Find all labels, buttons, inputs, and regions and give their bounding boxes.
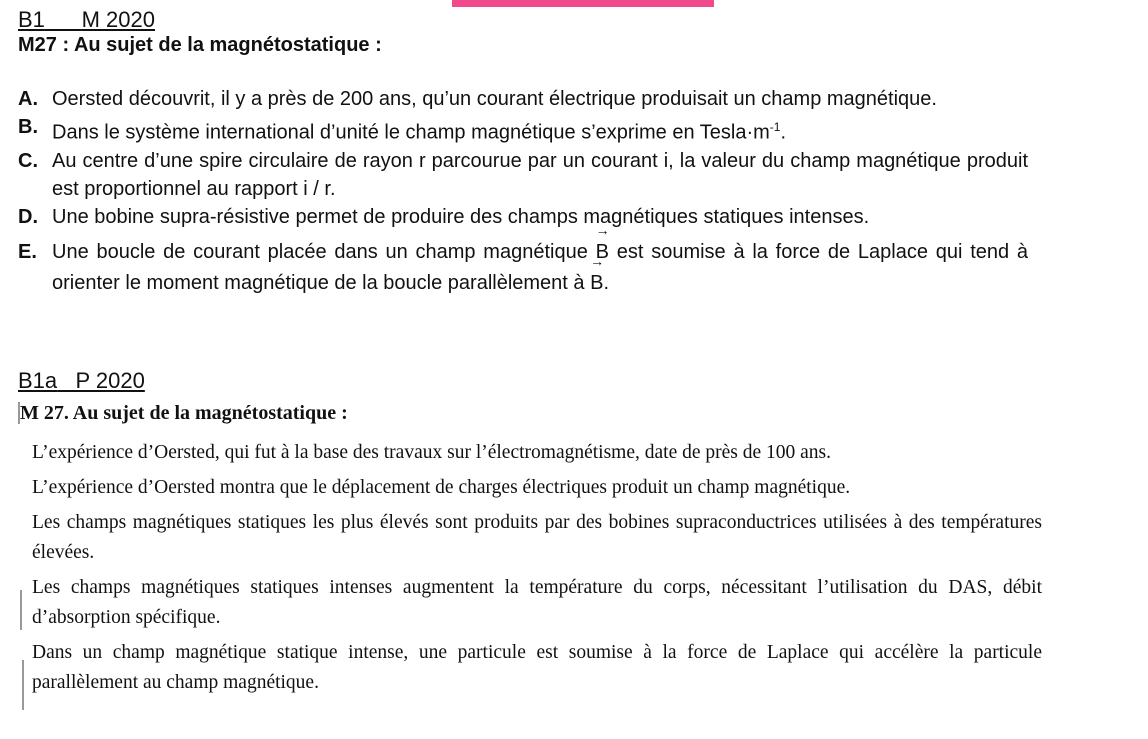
section1-question-title: M27 : Au sujet de la magnétostatique : <box>18 34 382 56</box>
vector-b-symbol: → B <box>596 237 609 268</box>
header-banner <box>452 0 714 7</box>
section1-options <box>18 85 1028 299</box>
section2-question-title: M 27. Au sujet de la magnétostatique : <box>20 402 348 424</box>
section2-options <box>32 438 1042 698</box>
section2-tag: B1a P 2020 <box>18 368 145 393</box>
vector-b-symbol: → B <box>590 268 603 299</box>
section2-option-1: L’expérience d’Oersted, qui fut à la base des travaux sur l’électromagnétisme, date de près de 100 ans. <box>32 442 832 463</box>
section2-option-4: Les champs magnétiques statiques intenses augmentent la température du corps, nécessitant l’utilisation du DAS, débit d’absorption spécifique. <box>32 577 1042 628</box>
section1-option-d: D. Une bobine supra-résistive permet de produire des champs magnétiques statiques intenses. <box>18 205 870 228</box>
scan-margin-mark <box>20 590 22 630</box>
section1-option-a: A. Oersted découvrit, il y a près de 200 ans, qu’un courant électrique produisait un champ magnétique. <box>18 88 937 110</box>
section2-option-2: L’expérience d’Oersted montra que le déplacement de charges électriques produit un champ magnétique. <box>32 477 851 498</box>
section1-tag: B1 M 2020 <box>18 7 155 32</box>
section1-option-c: C. Au centre d’une spire circulaire de rayon r parcourue par un courant i, la valeur du champ magnétique produit est proportionnel au rapport i / r. <box>18 149 1028 200</box>
section1-option-b: B. Dans le système international d’unité le champ magnétique s’exprime en $Tesla\cdot m^{-1}$. <box>18 116 787 144</box>
scan-margin-mark <box>22 660 24 710</box>
section2-option-3: Les champs magnétiques statiques les plus élevés sont produits par des bobines supraconductrices utilisées à des températures élevées. <box>32 512 1042 563</box>
section2-option-5: Dans un champ magnétique statique intense, une particule est soumise à la force de Laplace qui accélère la particule parallèlement au champ magnétique. <box>32 642 1042 693</box>
section1-option-e: E. Une boucle de courant placée dans un champ magnétique → B est soumise à la force de Laplace qui tend à orienter le moment magnétique de la boucle parallèlement à → B. <box>18 237 1028 299</box>
